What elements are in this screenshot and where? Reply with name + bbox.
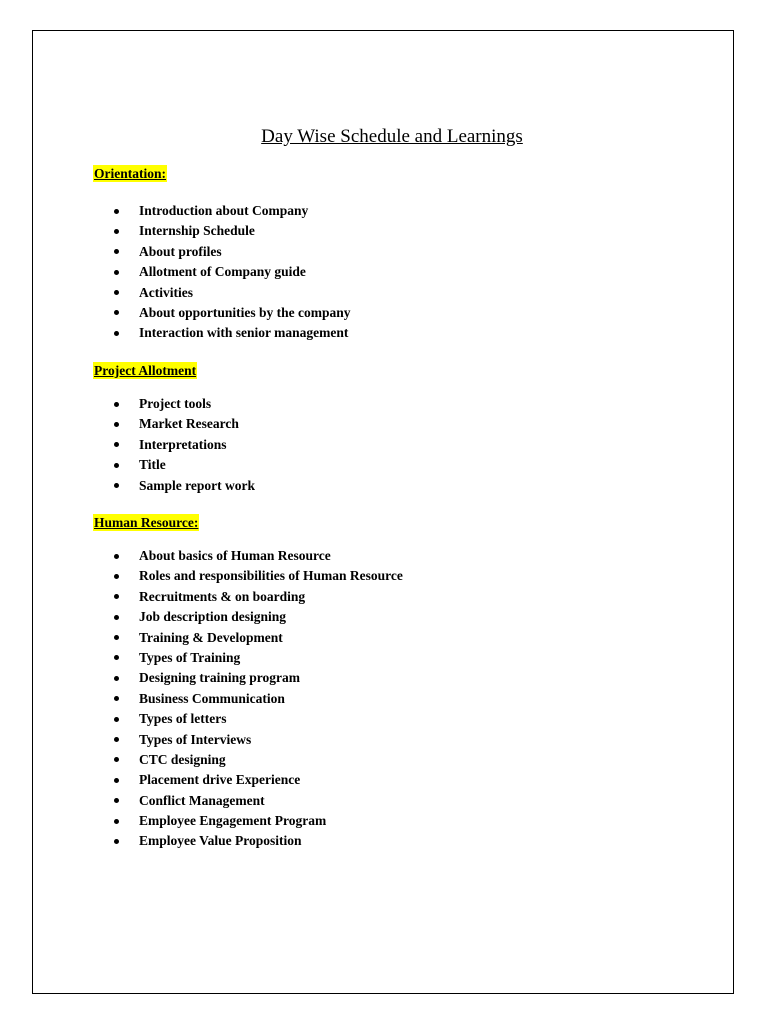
list-item-text: About basics of Human Resource <box>139 548 331 563</box>
list-item-text: Training & Development <box>139 629 283 645</box>
list-item-text: Sample report work <box>139 477 255 493</box>
document-title: Day Wise Schedule and Learnings <box>261 126 523 147</box>
list-item-text: About opportunities by the company <box>139 304 351 320</box>
list-item-text: Types of Interviews <box>139 731 252 747</box>
list-item-text: Market Research <box>139 416 239 432</box>
list-item-text: Interaction with senior management <box>139 325 349 341</box>
list-item-text: Employee Value Proposition <box>139 833 302 849</box>
bullet-icon <box>114 778 119 783</box>
list-item-text: About profiles <box>139 243 222 259</box>
bullet-icon <box>114 615 119 620</box>
bullet-icon <box>114 402 119 407</box>
bullet-icon <box>114 839 119 844</box>
bullet-icon <box>114 819 119 824</box>
list-item-text: Types of letters <box>139 711 227 727</box>
list-item-text: Introduction about Company <box>139 203 309 218</box>
list-item-text: Title <box>139 457 166 473</box>
bullet-icon <box>114 463 119 468</box>
list-item-text: Employee Engagement Program <box>139 813 327 829</box>
list-item-text: Types of Training <box>139 649 241 665</box>
section-heading-project-allotment: Project Allotment <box>94 363 197 378</box>
bullet-icon <box>114 554 119 559</box>
list-item-text: Business Communication <box>139 690 285 706</box>
list-item-text: Designing training program <box>139 670 301 686</box>
list-item-text: Roles and responsibilities of Human Resource <box>139 568 403 584</box>
bullet-icon <box>114 676 119 681</box>
list-item-text: Recruitments & on boarding <box>139 588 306 604</box>
bullet-icon <box>114 270 119 275</box>
list-item-text: Interpretations <box>139 436 227 452</box>
section-heading-human-resource: Human Resource: <box>94 515 199 530</box>
section-heading-orientation: Orientation: <box>94 166 166 181</box>
list-item-text: Activities <box>139 284 193 300</box>
list-item-text: Internship Schedule <box>139 223 255 239</box>
bullet-icon <box>114 209 119 214</box>
bullet-icon <box>114 717 119 722</box>
bullet-icon <box>114 331 119 336</box>
list-item-text: Placement drive Experience <box>139 772 301 788</box>
bullet-icon <box>114 737 119 742</box>
list-item-text: Conflict Management <box>139 792 265 808</box>
bullet-icon <box>114 574 119 579</box>
list-item-text: CTC designing <box>139 751 226 767</box>
list-item-text: Allotment of Company guide <box>139 264 306 280</box>
list-item-text: Project tools <box>139 396 212 411</box>
bullet-icon <box>114 422 119 427</box>
bullet-icon <box>114 229 119 234</box>
list-item-text: Job description designing <box>139 609 287 625</box>
